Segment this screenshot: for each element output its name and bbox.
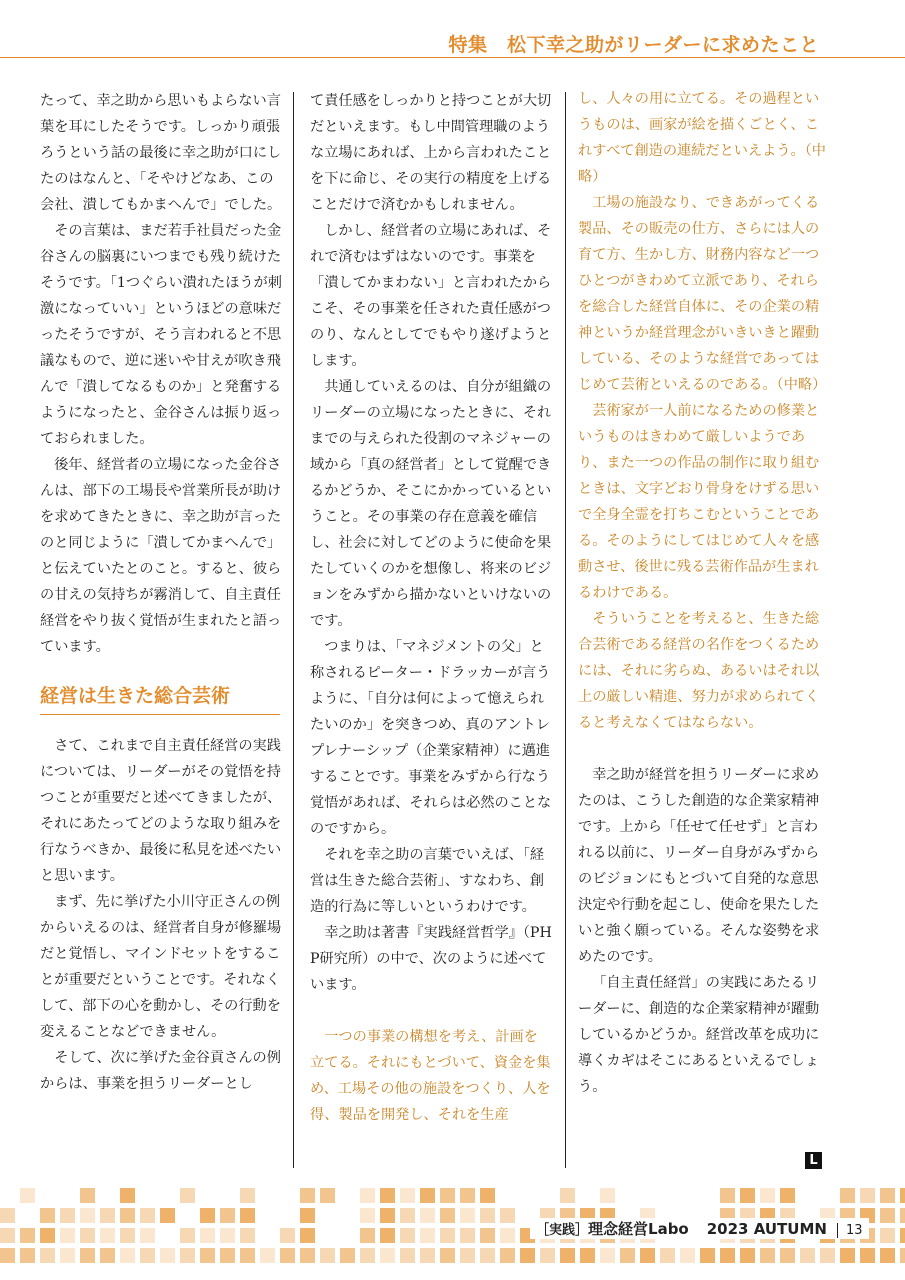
mosaic-tile <box>900 1208 905 1223</box>
mosaic-tile <box>760 1188 775 1203</box>
footer <box>530 1218 869 1239</box>
mosaic-tile <box>900 1228 905 1243</box>
mosaic-tile <box>200 1228 215 1243</box>
paragraph: そして、次に挙げた金谷貢さんの例からは、事業を担うリーダーとし <box>40 1050 281 1092</box>
mosaic-tile <box>600 1248 615 1263</box>
mosaic-tile <box>380 1188 395 1203</box>
mosaic-tile <box>880 1188 895 1203</box>
mosaic-tile <box>260 1248 275 1263</box>
quote-paragraph: し、人々の用に立てる。その過程というものは、画家が絵を描くごとく、これすべて創造の連続だといえよう。（中略） <box>578 91 826 185</box>
mosaic-tile <box>400 1228 415 1243</box>
mosaic-tile <box>120 1228 135 1243</box>
mosaic-tile <box>100 1208 115 1223</box>
mosaic-tile <box>460 1208 475 1223</box>
paragraph: さて、これまで自主責任経営の実践については、リーダーがその覚悟を持つことが重要だと述べてきましたが、それにあたってどのような取り組みを行なうべきか、最後に私見を述べたいと思います。 <box>40 738 282 884</box>
mosaic-tile <box>860 1188 875 1203</box>
mosaic-tile <box>360 1228 375 1243</box>
end-mark-icon: L <box>805 1152 822 1169</box>
mosaic-tile <box>60 1248 75 1263</box>
mosaic-tile <box>580 1248 595 1263</box>
mosaic-tile <box>80 1208 95 1223</box>
column-3 <box>578 86 828 1100</box>
mosaic-tile <box>440 1228 455 1243</box>
page-number: 13 <box>837 1223 863 1238</box>
paragraph: 「自主責任経営」の実践にあたるリーダーに、創造的な企業家精神が躍動しているかどうか。経営改革を成功に導くカギはそこにあるといえるでしょう。 <box>578 975 820 1095</box>
mosaic-tile <box>620 1248 635 1263</box>
mosaic-tile <box>780 1248 795 1263</box>
mosaic-tile <box>280 1228 295 1243</box>
mosaic-tile <box>420 1208 435 1223</box>
mosaic-tile <box>220 1228 235 1243</box>
mosaic-tile <box>640 1248 655 1263</box>
mosaic-tile <box>240 1248 255 1263</box>
mosaic-tile <box>200 1208 215 1223</box>
magazine-prefix: ［実践］ <box>536 1223 589 1238</box>
paragraph: しかし、経営者の立場にあれば、それで済むはずはないのです。事業を「潰してかまわない」と言われたからこそ、その事業を任された責任感がつのり、なんとしてでもやり遂げようとします。 <box>310 223 552 369</box>
mosaic-tile <box>360 1188 375 1203</box>
mosaic-tile <box>400 1248 415 1263</box>
mosaic-tile <box>880 1248 895 1263</box>
mosaic-tile <box>500 1248 515 1263</box>
mosaic-tile <box>180 1228 195 1243</box>
mosaic-tile <box>380 1248 395 1263</box>
mosaic-tile <box>440 1208 455 1223</box>
mosaic-tile <box>660 1248 675 1263</box>
mosaic-tile <box>460 1228 475 1243</box>
mosaic-tile <box>420 1248 435 1263</box>
paragraph: 幸之助が経営を担うリーダーに求めたのは、こうした創造的な企業家精神です。上から「任せて任せず」と言われる以前に、リーダー自身がみずからのビジョンにもとづいて自発的な意思決定や行動を起こし、使命を果たしたいと強く願っている。そんな姿勢を求めたのです。 <box>578 767 820 965</box>
mosaic-tile <box>860 1248 875 1263</box>
spacer <box>578 736 828 762</box>
mosaic-tile <box>240 1188 255 1203</box>
paragraph: 幸之助は著書『実践経営哲学』（PHP研究所）の中で、次のように述べています。 <box>310 925 552 993</box>
mosaic-tile <box>740 1248 755 1263</box>
mosaic-tile <box>420 1228 435 1243</box>
quote-paragraph: そういうことを考えると、生きた総合芸術である経営の名作をつくるためには、それに劣らぬ、あるいはそれ以上の厳しい精進、努力が求められてくると考えなくてはならない。 <box>578 611 820 731</box>
mosaic-tile <box>400 1208 415 1223</box>
mosaic-tile <box>160 1248 175 1263</box>
mosaic-tile <box>120 1208 135 1223</box>
paragraph: まず、先に挙げた小川守正さんの例からいえるのは、経営者自身が修羅場だと覚悟し、マインドセットをすることが重要だということです。それなくして、部下の心を動かし、その行動を変えることなどできません。 <box>40 894 282 1040</box>
mosaic-tile <box>600 1188 615 1203</box>
mosaic-tile <box>900 1248 905 1263</box>
mosaic-tile <box>320 1188 335 1203</box>
mosaic-tile <box>80 1248 95 1263</box>
mosaic-tile <box>120 1188 135 1203</box>
mosaic-tile <box>440 1248 455 1263</box>
mosaic-tile <box>80 1188 95 1203</box>
mosaic-tile <box>40 1228 55 1243</box>
mosaic-tile <box>880 1228 895 1243</box>
mosaic-tile <box>220 1208 235 1223</box>
mosaic-tile <box>480 1228 495 1243</box>
paragraph: つまりは、「マネジメントの父」と称されるピーター・ドラッカーが言うように、「自分は何によって憶えられたいのか」を突きつめ、真のアントレプレナーシップ（企業家精神）に邁進することです。事業をみずから行なう覚悟があれば、それらは必然のことなのですから。 <box>310 639 552 837</box>
mosaic-tile <box>0 1228 15 1243</box>
mosaic-tile <box>0 1208 15 1223</box>
mosaic-tile <box>140 1248 155 1263</box>
quote-paragraph: 工場の施設なり、できあがってくる製品、その販売の仕方、さらには人の育て方、生かし方、財務内容など一つひとつがきわめて立派であり、それらを総合した経営自体に、その企業の精神というか経営理念がいきいきと躍動している、そのような経営であってはじめて芸術といえるのである。（中略） <box>578 195 827 393</box>
mosaic-tile <box>400 1188 415 1203</box>
mosaic-tile <box>160 1208 175 1223</box>
mosaic-tile <box>560 1188 575 1203</box>
mosaic-tile <box>20 1248 35 1263</box>
mosaic-tile <box>80 1228 95 1243</box>
mosaic-tile <box>300 1188 315 1203</box>
paragraph: たって、幸之助から思いもよらない言葉を耳にしたそうです。しっかり頑張ろうという話の最後に幸之助が口にしたのはなんと、「そやけどなあ、この会社、潰してもかまへんで」でした。 <box>40 93 282 213</box>
mosaic-tile <box>300 1248 315 1263</box>
mosaic-tile <box>20 1188 35 1203</box>
mosaic-tile <box>880 1208 895 1223</box>
paragraph: て責任感をしっかりと持つことが大切だといえます。もし中間管理職のような立場にあれば、上から言われたことを下に命じ、その実行の精度を上げることだけで済むかもしれません。 <box>310 93 552 213</box>
paragraph: その言葉は、まだ若手社員だった金谷さんの脳裏にいつまでも残り続けたそうです。「1つぐらい潰れたほうが刺激になっていい」というほどの意味だったそうですが、そう言われると不思議なもので、逆に迷いや甘えが吹き飛んで「潰してなるものか」と発奮するようになったと、金谷さんは振り返っておられました。 <box>40 223 282 447</box>
mosaic-tile <box>680 1248 695 1263</box>
column-2 <box>310 88 552 1128</box>
mosaic-tile <box>240 1208 255 1223</box>
mosaic-tile <box>360 1248 375 1263</box>
quote-paragraph: 一つの事業の構想を考え、計画を立てる。それにもとづいて、資金を集め、工場その他の施設をつくり、人を得、製品を開発し、それを生産 <box>310 1029 551 1123</box>
mosaic-tile <box>540 1248 555 1263</box>
column-1 <box>40 88 282 1097</box>
mosaic-tile <box>520 1248 535 1263</box>
mosaic-tile <box>780 1188 795 1203</box>
mosaic-tile <box>360 1208 375 1223</box>
quote-paragraph: 芸術家が一人前になるための修業というものはきわめて厳しいようであり、また一つの作品の制作に取り組むときは、文字どおり骨身をけずる思いで全身全霊を打ちこむということである。そのようにしてはじめて人々を感動させ、後世に残る芸術作品が生まれるわけである。 <box>578 403 820 601</box>
mosaic-tile <box>140 1208 155 1223</box>
mosaic-tile <box>40 1208 55 1223</box>
mosaic-tile <box>460 1248 475 1263</box>
mosaic-tile <box>200 1248 215 1263</box>
mosaic-tile <box>800 1248 815 1263</box>
mosaic-tile <box>300 1208 315 1223</box>
mosaic-tile <box>100 1248 115 1263</box>
mosaic-tile <box>320 1248 335 1263</box>
header-rule <box>0 57 905 58</box>
mosaic-tile <box>560 1248 575 1263</box>
spacer <box>310 998 552 1024</box>
mosaic-tile <box>40 1248 55 1263</box>
mosaic-tile <box>60 1208 75 1223</box>
mosaic-tile <box>720 1188 735 1203</box>
paragraph: それを幸之助の言葉でいえば、「経営は生きた総合芸術」、すなわち、創造的行為に等しいというわけです。 <box>310 847 545 915</box>
mosaic-tile <box>460 1188 475 1203</box>
mosaic-tile <box>820 1248 835 1263</box>
mosaic-tile <box>60 1228 75 1243</box>
mosaic-tile <box>220 1248 235 1263</box>
mosaic-tile <box>760 1248 775 1263</box>
mosaic-tile <box>480 1188 495 1203</box>
mosaic-tile <box>700 1248 715 1263</box>
mosaic-tile <box>500 1228 515 1243</box>
mosaic-tile <box>0 1248 15 1263</box>
header-title: 特集 松下幸之助がリーダーに求めたこと <box>448 34 819 56</box>
paragraph: 後年、経営者の立場になった金谷さんは、部下の工場長や営業所長が助けを求めてきたときに、幸之助が言ったのと同じように「潰してかまへんで」と伝えていたとのこと。すると、彼らの甘えの気持ちが霧消して、自主責任経営をやり抜く覚悟が生まれたと語っています。 <box>40 457 282 655</box>
mosaic-tile <box>280 1248 295 1263</box>
mosaic-tile <box>900 1188 905 1203</box>
paragraph: 共通していえるのは、自分が組織のリーダーの立場になったときに、それまでの与えられた役割のマネジャーの域から「真の経営者」として覚醒できるかどうか、そこにかかっているということ。その事業の存在意義を確信し、社会に対してどのように使命を果たしていくのかを想像し、将来のビジョンをみずから描かないといけないのです。 <box>310 379 552 629</box>
issue-label: 2023 AUTUMN <box>706 1220 827 1238</box>
mosaic-tile <box>140 1228 155 1243</box>
mosaic-tile <box>380 1228 395 1243</box>
mosaic-tile <box>500 1208 515 1223</box>
mosaic-tile <box>720 1248 735 1263</box>
mosaic-tile <box>480 1208 495 1223</box>
mosaic-tile <box>380 1208 395 1223</box>
mosaic-tile <box>120 1248 135 1263</box>
column-divider <box>293 92 294 1168</box>
mosaic-tile <box>740 1188 755 1203</box>
magazine-name: 理念経営Labo <box>588 1220 689 1238</box>
mosaic-tile <box>480 1248 495 1263</box>
section-heading: 経営は生きた総合芸術 <box>40 682 280 715</box>
mosaic-tile <box>20 1228 35 1243</box>
mosaic-tile <box>340 1248 355 1263</box>
mosaic-tile <box>240 1228 255 1243</box>
mosaic-tile <box>840 1248 855 1263</box>
mosaic-tile <box>420 1188 435 1203</box>
mosaic-tile <box>180 1248 195 1263</box>
mosaic-tile <box>840 1188 855 1203</box>
mosaic-tile <box>180 1188 195 1203</box>
column-divider <box>565 92 566 1168</box>
mosaic-tile <box>300 1228 315 1243</box>
mosaic-tile <box>100 1228 115 1243</box>
mosaic-tile <box>440 1188 455 1203</box>
